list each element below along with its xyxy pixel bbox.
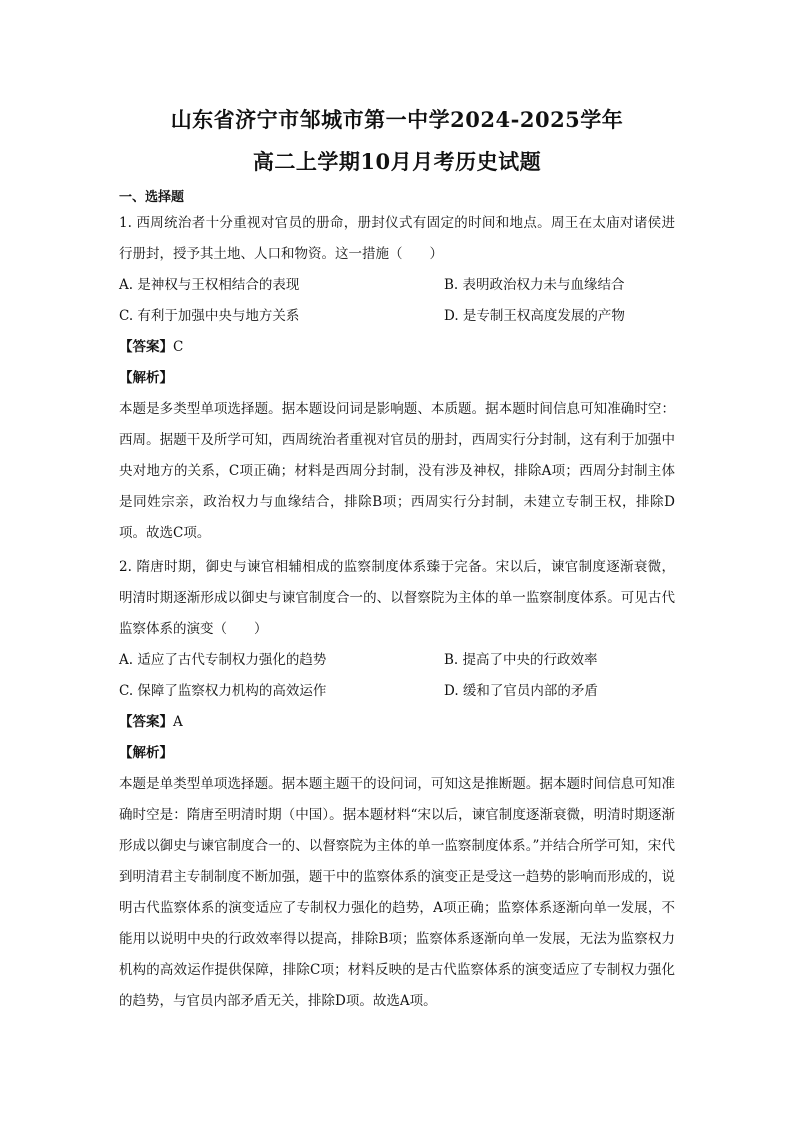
answer-label: 【答案】	[119, 339, 173, 355]
option-b: B. 提高了中央的行政效率	[444, 652, 598, 668]
answer-label: 【答案】	[119, 714, 173, 730]
analysis-label: 【解析】	[119, 370, 173, 386]
analysis-text: 本题是单类型单项选择题。据本题主题干的设问词，可知这是推断题。据本题时间信息可知准确时空是：隋唐至明清时期（中国）。据本题材料“宋以后，谏官制度逐渐衰微，明清时期逐渐形成以御史与谏官制度合一的、以督察院为主体的单一监察制度体系。”并结合所学可知，宋代到明清君主专制制度不断加强，题干中的监察体系的演变正是受这一趋势的影响而形成的，说明古代监察体系的演变适应了专制权力强化的趋势，A项正确；监察体系逐渐向单一发展，不能用以说明中央的行政效率得以提高，排除B项；监察体系逐渐向单一发展，无法为监察权力机构的高效运作提供保障，排除C项；材料反映的是古代监察体系的演变适应了专制权力强化的趋势，与官员内部矛盾无关，排除D项。故选A项。	[119, 776, 675, 1009]
answer-line	[119, 332, 675, 363]
option-a: A. 是神权与王权相结合的表现	[119, 277, 300, 293]
answer-value: C	[173, 339, 184, 355]
options-grid	[119, 270, 675, 332]
document-title-line-1: 山东省济宁市邹城市第一中学2024-2025学年	[170, 107, 624, 132]
question-stem: 2. 隋唐时期，御史与谏官相辅相成的监察制度体系臻于完备。宋以后，谏官制度逐渐衰微，明清时期逐渐形成以御史与谏官制度合一的、以督察院为主体的单一监察制度体系。可见古代监察体系的演变（ ）	[119, 559, 675, 637]
option-d: D. 缓和了官员内部的矛盾	[444, 683, 598, 699]
question-block-1	[119, 208, 675, 549]
analysis-label: 【解析】	[119, 745, 173, 761]
option-c: C. 保障了监察权力机构的高效运作	[119, 683, 327, 699]
document-title-line-2: 高二上学期10月月考历史试题	[252, 149, 542, 174]
option-d: D. 是专制王权高度发展的产物	[444, 308, 625, 324]
option-a: A. 适应了古代专制权力强化的趋势	[119, 652, 327, 668]
answer-line	[119, 707, 675, 738]
question-stem: 1. 西周统治者十分重视对官员的册命，册封仪式有固定的时间和地点。周王在太庙对诸侯进行册封，授予其土地、人口和物资。这一措施（ ）	[119, 215, 675, 262]
question-block-2	[119, 552, 675, 1017]
analysis-text: 本题是多类型单项选择题。据本题设问词是影响题、本质题。据本题时间信息可知准确时空：西周。据题干及所学可知，西周统治者重视对官员的册封，西周实行分封制，这有利于加强中央对地方的关系，C项正确；材料是西周分封制，没有涉及神权，排除A项；西周分封制主体是同姓宗亲，政治权力与血缘结合，排除B项；西周实行分封制，未建立专制王权，排除D项。故选C项。	[119, 401, 675, 541]
section-heading: 一、选择题	[119, 190, 185, 205]
options-grid	[119, 645, 675, 707]
option-b: B. 表明政治权力未与血缘结合	[444, 277, 625, 293]
answer-value: A	[173, 714, 183, 730]
option-c: C. 有利于加强中央与地方关系	[119, 308, 300, 324]
